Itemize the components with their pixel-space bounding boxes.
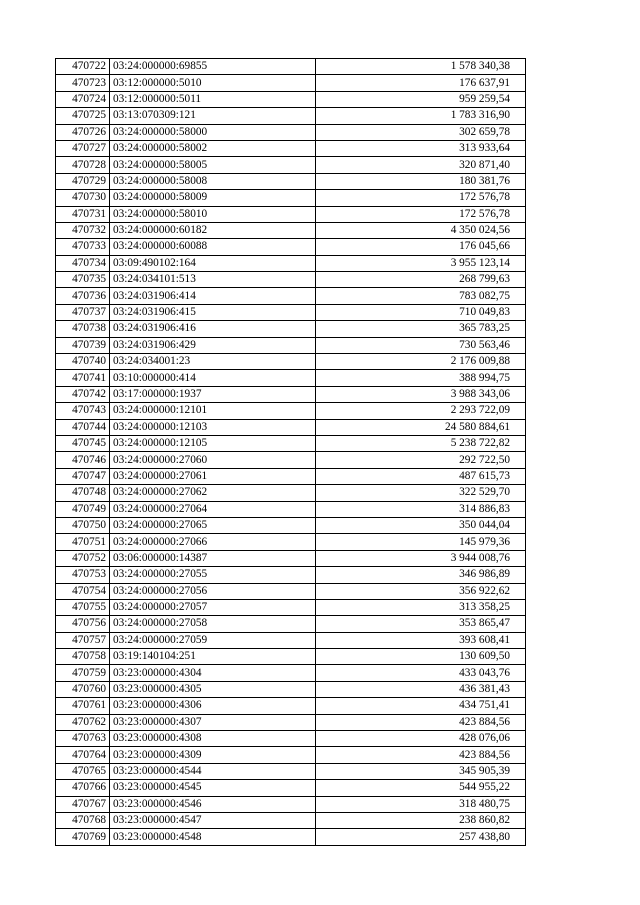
table-row <box>56 780 526 796</box>
table-row <box>56 222 526 238</box>
cadastral-value-cell: 238 860,82 <box>316 812 526 828</box>
cadastral-value-cell: 436 381,43 <box>316 681 526 697</box>
table-row <box>56 452 526 468</box>
cadastral-number-cell: 03:24:000000:27055 <box>110 567 316 583</box>
row-number-cell: 470747 <box>56 468 110 484</box>
cadastral-number-cell: 03:24:000000:27057 <box>110 599 316 615</box>
cadastral-value-cell: 350 044,04 <box>316 517 526 533</box>
cadastral-number-cell: 03:24:031906:416 <box>110 321 316 337</box>
row-number-cell: 470733 <box>56 239 110 255</box>
cadastral-value-cell: 176 637,91 <box>316 75 526 91</box>
row-number-cell: 470728 <box>56 157 110 173</box>
cadastral-value-cell: 313 358,25 <box>316 599 526 615</box>
table-row <box>56 698 526 714</box>
table-row <box>56 829 526 845</box>
row-number-cell: 470756 <box>56 616 110 632</box>
table-row <box>56 567 526 583</box>
cadastral-number-cell: 03:23:000000:4309 <box>110 747 316 763</box>
table-row <box>56 796 526 812</box>
cadastral-number-cell: 03:24:031906:429 <box>110 337 316 353</box>
cadastral-value-cell: 356 922,62 <box>316 583 526 599</box>
table-row <box>56 763 526 779</box>
table-row <box>56 370 526 386</box>
row-number-cell: 470762 <box>56 714 110 730</box>
table-row <box>56 665 526 681</box>
table-row <box>56 288 526 304</box>
table-row <box>56 272 526 288</box>
cadastral-number-cell: 03:12:000000:5010 <box>110 75 316 91</box>
cadastral-value-cell: 5 238 722,82 <box>316 435 526 451</box>
cadastral-value-cell: 423 884,56 <box>316 747 526 763</box>
cadastral-number-cell: 03:24:000000:27056 <box>110 583 316 599</box>
cadastral-number-cell: 03:24:000000:27059 <box>110 632 316 648</box>
table-row <box>56 304 526 320</box>
table-row <box>56 173 526 189</box>
row-number-cell: 470726 <box>56 124 110 140</box>
cadastral-number-cell: 03:09:490102:164 <box>110 255 316 271</box>
cadastral-number-cell: 03:24:000000:69855 <box>110 59 316 75</box>
table-row <box>56 681 526 697</box>
row-number-cell: 470732 <box>56 222 110 238</box>
cadastral-number-cell: 03:23:000000:4307 <box>110 714 316 730</box>
cadastral-number-cell: 03:10:000000:414 <box>110 370 316 386</box>
row-number-cell: 470749 <box>56 501 110 517</box>
cadastral-value-cell: 423 884,56 <box>316 714 526 730</box>
row-number-cell: 470766 <box>56 780 110 796</box>
cadastral-value-cell: 4 350 024,56 <box>316 222 526 238</box>
row-number-cell: 470743 <box>56 403 110 419</box>
cadastral-value-cell: 959 259,54 <box>316 91 526 107</box>
cadastral-value-cell: 2 176 009,88 <box>316 354 526 370</box>
table-row <box>56 501 526 517</box>
cadastral-value-cell: 292 722,50 <box>316 452 526 468</box>
row-number-cell: 470765 <box>56 763 110 779</box>
table-row <box>56 190 526 206</box>
table-row <box>56 747 526 763</box>
table-row <box>56 534 526 550</box>
row-number-cell: 470742 <box>56 386 110 402</box>
row-number-cell: 470763 <box>56 731 110 747</box>
cadastral-value-cell: 130 609,50 <box>316 649 526 665</box>
cadastral-number-cell: 03:23:000000:4308 <box>110 731 316 747</box>
cadastral-number-cell: 03:19:140104:251 <box>110 649 316 665</box>
cadastral-number-cell: 03:24:000000:12103 <box>110 419 316 435</box>
cadastral-value-cell: 176 045,66 <box>316 239 526 255</box>
row-number-cell: 470744 <box>56 419 110 435</box>
cadastral-value-cell: 318 480,75 <box>316 796 526 812</box>
cadastral-number-cell: 03:13:070309:121 <box>110 108 316 124</box>
cadastral-value-cell: 393 608,41 <box>316 632 526 648</box>
table-row <box>56 337 526 353</box>
row-number-cell: 470736 <box>56 288 110 304</box>
table-row <box>56 239 526 255</box>
row-number-cell: 470755 <box>56 599 110 615</box>
table-row <box>56 59 526 75</box>
cadastral-number-cell: 03:23:000000:4304 <box>110 665 316 681</box>
cadastral-value-cell: 313 933,64 <box>316 140 526 156</box>
cadastral-number-cell: 03:24:000000:58000 <box>110 124 316 140</box>
cadastral-number-cell: 03:23:000000:4548 <box>110 829 316 845</box>
table-row <box>56 731 526 747</box>
row-number-cell: 470761 <box>56 698 110 714</box>
row-number-cell: 470729 <box>56 173 110 189</box>
row-number-cell: 470750 <box>56 517 110 533</box>
table-row <box>56 812 526 828</box>
table-row <box>56 108 526 124</box>
table-row <box>56 714 526 730</box>
cadastral-value-cell: 433 043,76 <box>316 665 526 681</box>
row-number-cell: 470767 <box>56 796 110 812</box>
cadastral-number-cell: 03:24:000000:58009 <box>110 190 316 206</box>
cadastral-number-cell: 03:24:000000:27058 <box>110 616 316 632</box>
cadastral-number-cell: 03:23:000000:4306 <box>110 698 316 714</box>
row-number-cell: 470748 <box>56 485 110 501</box>
cadastral-value-cell: 3 955 123,14 <box>316 255 526 271</box>
cadastral-value-cell: 180 381,76 <box>316 173 526 189</box>
cadastral-value-cell: 302 659,78 <box>316 124 526 140</box>
row-number-cell: 470751 <box>56 534 110 550</box>
cadastral-number-cell: 03:24:000000:27066 <box>110 534 316 550</box>
cadastral-value-cell: 487 615,73 <box>316 468 526 484</box>
cadastral-value-cell: 346 986,89 <box>316 567 526 583</box>
cadastral-value-cell: 730 563,46 <box>316 337 526 353</box>
cadastral-number-cell: 03:17:000000:1937 <box>110 386 316 402</box>
cadastral-value-cell: 428 076,06 <box>316 731 526 747</box>
table-row <box>56 616 526 632</box>
cadastral-value-cell: 710 049,83 <box>316 304 526 320</box>
table-row <box>56 583 526 599</box>
row-number-cell: 470760 <box>56 681 110 697</box>
cadastral-value-cell: 145 979,36 <box>316 534 526 550</box>
cadastral-number-cell: 03:24:031906:415 <box>110 304 316 320</box>
cadastral-number-cell: 03:23:000000:4545 <box>110 780 316 796</box>
row-number-cell: 470745 <box>56 435 110 451</box>
table-body <box>56 59 526 846</box>
table-row <box>56 140 526 156</box>
table-row <box>56 255 526 271</box>
row-number-cell: 470724 <box>56 91 110 107</box>
cadastral-value-cell: 345 905,39 <box>316 763 526 779</box>
row-number-cell: 470731 <box>56 206 110 222</box>
cadastral-number-cell: 03:24:000000:12105 <box>110 435 316 451</box>
cadastral-number-cell: 03:24:034001:23 <box>110 354 316 370</box>
cadastral-value-table <box>55 58 526 846</box>
row-number-cell: 470753 <box>56 567 110 583</box>
table-row <box>56 206 526 222</box>
row-number-cell: 470723 <box>56 75 110 91</box>
cadastral-number-cell: 03:23:000000:4305 <box>110 681 316 697</box>
cadastral-value-cell: 434 751,41 <box>316 698 526 714</box>
row-number-cell: 470737 <box>56 304 110 320</box>
cadastral-value-cell: 783 082,75 <box>316 288 526 304</box>
cadastral-value-cell: 172 576,78 <box>316 190 526 206</box>
cadastral-number-cell: 03:06:000000:14387 <box>110 550 316 566</box>
cadastral-number-cell: 03:24:000000:60182 <box>110 222 316 238</box>
cadastral-number-cell: 03:23:000000:4546 <box>110 796 316 812</box>
cadastral-number-cell: 03:24:000000:12101 <box>110 403 316 419</box>
row-number-cell: 470759 <box>56 665 110 681</box>
cadastral-number-cell: 03:24:000000:27060 <box>110 452 316 468</box>
cadastral-number-cell: 03:24:000000:27062 <box>110 485 316 501</box>
cadastral-number-cell: 03:23:000000:4544 <box>110 763 316 779</box>
cadastral-value-cell: 1 783 316,90 <box>316 108 526 124</box>
table-row <box>56 485 526 501</box>
row-number-cell: 470739 <box>56 337 110 353</box>
table-row <box>56 632 526 648</box>
row-number-cell: 470727 <box>56 140 110 156</box>
cadastral-number-cell: 03:24:000000:27061 <box>110 468 316 484</box>
cadastral-value-cell: 1 578 340,38 <box>316 59 526 75</box>
row-number-cell: 470722 <box>56 59 110 75</box>
table-row <box>56 91 526 107</box>
cadastral-value-cell: 353 865,47 <box>316 616 526 632</box>
cadastral-value-cell: 322 529,70 <box>316 485 526 501</box>
row-number-cell: 470757 <box>56 632 110 648</box>
cadastral-value-cell: 3 944 008,76 <box>316 550 526 566</box>
row-number-cell: 470769 <box>56 829 110 845</box>
cadastral-value-cell: 320 871,40 <box>316 157 526 173</box>
cadastral-value-cell: 257 438,80 <box>316 829 526 845</box>
row-number-cell: 470740 <box>56 354 110 370</box>
table-row <box>56 550 526 566</box>
cadastral-number-cell: 03:12:000000:5011 <box>110 91 316 107</box>
row-number-cell: 470738 <box>56 321 110 337</box>
cadastral-number-cell: 03:24:034101:513 <box>110 272 316 288</box>
cadastral-value-cell: 24 580 884,61 <box>316 419 526 435</box>
table-row <box>56 435 526 451</box>
cadastral-value-cell: 3 988 343,06 <box>316 386 526 402</box>
row-number-cell: 470741 <box>56 370 110 386</box>
cadastral-number-cell: 03:24:031906:414 <box>110 288 316 304</box>
cadastral-number-cell: 03:24:000000:27064 <box>110 501 316 517</box>
row-number-cell: 470746 <box>56 452 110 468</box>
cadastral-value-cell: 314 886,83 <box>316 501 526 517</box>
row-number-cell: 470734 <box>56 255 110 271</box>
row-number-cell: 470730 <box>56 190 110 206</box>
row-number-cell: 470735 <box>56 272 110 288</box>
table-row <box>56 599 526 615</box>
row-number-cell: 470725 <box>56 108 110 124</box>
table-row <box>56 354 526 370</box>
cadastral-value-cell: 365 783,25 <box>316 321 526 337</box>
table-row <box>56 157 526 173</box>
cadastral-number-cell: 03:24:000000:60088 <box>110 239 316 255</box>
cadastral-number-cell: 03:24:000000:58005 <box>110 157 316 173</box>
table-row <box>56 517 526 533</box>
row-number-cell: 470764 <box>56 747 110 763</box>
table-row <box>56 419 526 435</box>
cadastral-value-cell: 544 955,22 <box>316 780 526 796</box>
row-number-cell: 470758 <box>56 649 110 665</box>
cadastral-number-cell: 03:24:000000:58002 <box>110 140 316 156</box>
cadastral-value-cell: 388 994,75 <box>316 370 526 386</box>
cadastral-value-cell: 172 576,78 <box>316 206 526 222</box>
table-row <box>56 468 526 484</box>
cadastral-number-cell: 03:24:000000:58008 <box>110 173 316 189</box>
table-row <box>56 403 526 419</box>
cadastral-number-cell: 03:24:000000:58010 <box>110 206 316 222</box>
row-number-cell: 470752 <box>56 550 110 566</box>
cadastral-number-cell: 03:24:000000:27065 <box>110 517 316 533</box>
row-number-cell: 470754 <box>56 583 110 599</box>
cadastral-value-cell: 268 799,63 <box>316 272 526 288</box>
table-row <box>56 75 526 91</box>
table-row <box>56 321 526 337</box>
cadastral-value-cell: 2 293 722,09 <box>316 403 526 419</box>
row-number-cell: 470768 <box>56 812 110 828</box>
cadastral-number-cell: 03:23:000000:4547 <box>110 812 316 828</box>
table-row <box>56 124 526 140</box>
table-row <box>56 386 526 402</box>
table-row <box>56 649 526 665</box>
